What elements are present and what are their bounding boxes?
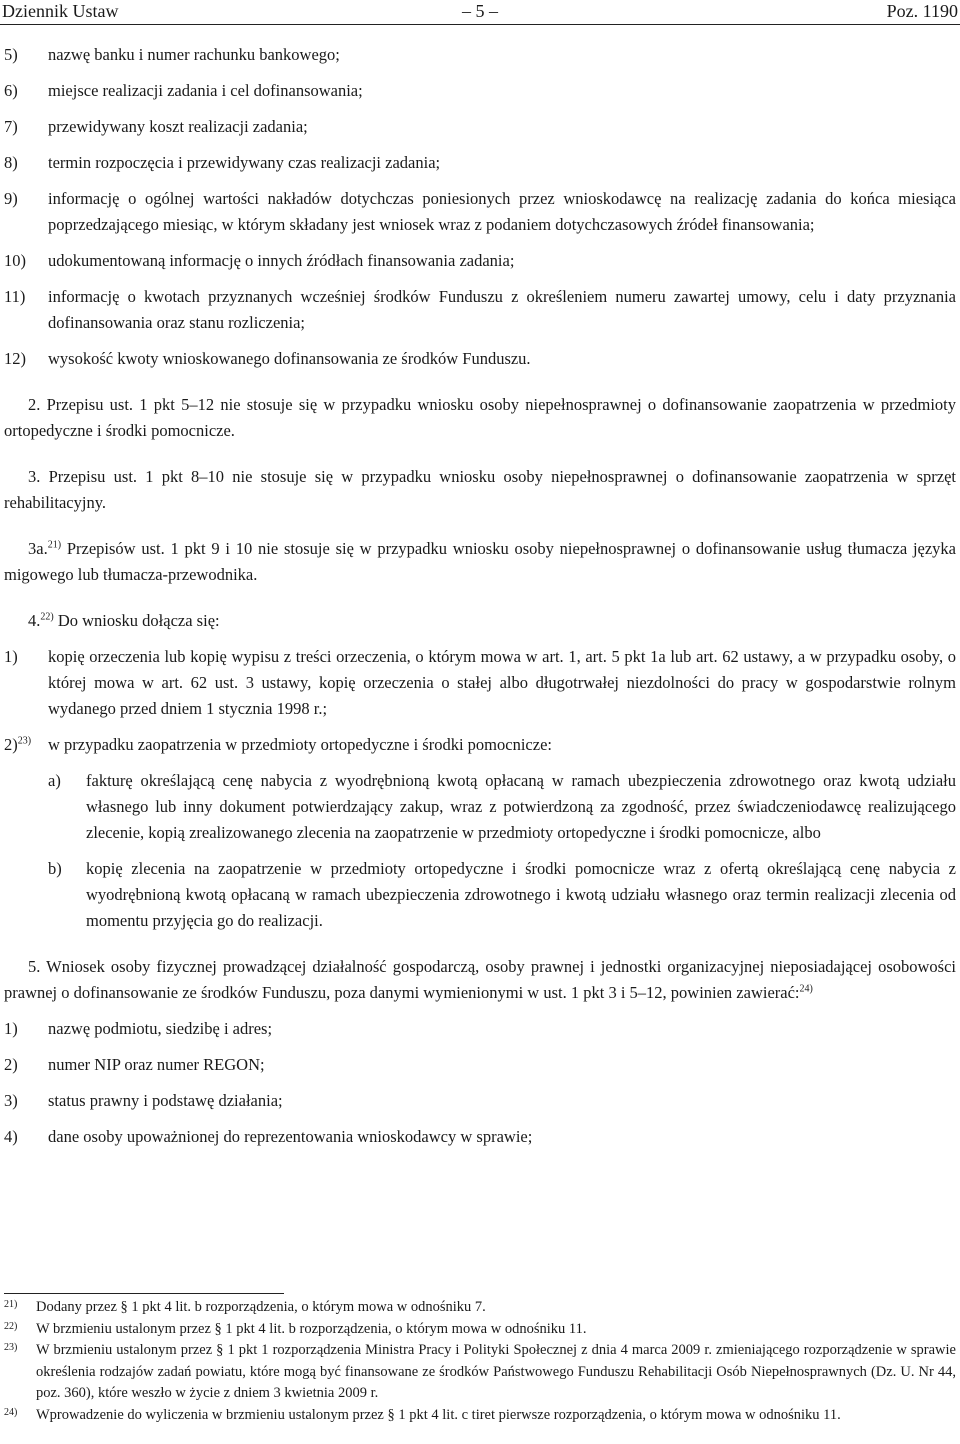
list-item	[4, 732, 956, 758]
footnote-ref: 22)	[40, 611, 54, 623]
list-item-text: informację o ogólnej wartości nakładów dotychczas poniesionych przez wnioskodawcę na realizację zadania do końca miesiąca poprzedzającego miesiąc, w którym składany jest wniosek wraz z podaniem dotychczasowych źródeł finansowania;	[48, 189, 956, 234]
footnotes	[4, 1297, 956, 1426]
footnote-text: W brzmieniu ustalonym przez § 1 pkt 4 lit. b rozporządzenia, o którym mowa w odnośniku 11.	[36, 1320, 587, 1337]
list-item	[4, 284, 956, 336]
list-item-number: 2)	[4, 1055, 18, 1074]
list-item-text: status prawny i podstawę działania;	[48, 1091, 283, 1110]
list-item	[4, 42, 956, 68]
sub-list-item-letter: b)	[48, 859, 62, 878]
list-item-number: 3)	[4, 1091, 18, 1110]
footnote-number: 21)	[4, 1299, 18, 1310]
paragraph-number: 4.	[28, 611, 41, 630]
footnote-text: Dodany przez § 1 pkt 4 lit. b rozporządzenia, o którym mowa w odnośniku 7.	[36, 1299, 486, 1315]
footnote-number: 24)	[4, 1406, 18, 1418]
list-item-number: 12)	[4, 349, 26, 368]
list-item-number-value: 2)	[4, 735, 18, 754]
list-item	[4, 114, 956, 140]
list-item-text: miejsce realizacji zadania i cel dofinansowania;	[48, 81, 363, 100]
list-item-text: w przypadku zaopatrzenia w przedmioty ortopedyczne i środki pomocnicze:	[48, 735, 552, 754]
list-item-text: termin rozpoczęcia i przewidywany czas realizacji zadania;	[48, 153, 441, 172]
list-item	[4, 1088, 956, 1114]
document-body	[4, 42, 956, 1160]
paragraph-5	[4, 954, 956, 1006]
position-number: Poz. 1190	[886, 1, 958, 21]
footnote-ref: 21)	[47, 539, 62, 551]
list-item-number: 7)	[4, 117, 18, 136]
list-item-number: 1)	[4, 1019, 18, 1038]
sub-list-item-letter: a)	[48, 771, 61, 790]
list-item	[4, 346, 956, 372]
sub-list-item-text: fakturę określającą cenę nabycia z wyodrębnioną kwotą opłacaną w ramach ubezpieczenia zdrowotnego oraz kwotą udziału własnego lub inny dokument potwierdzający zakup, wraz z potwierdzoną za zgodność, przez świadczeniodawcę realizującego zlecenie, kopią zrealizowanego zlecenia na zaopatrzenie w przedmioty ortopedyczne i środki pomocnicze, albo	[86, 771, 956, 842]
paragraph-text: 5. Wniosek osoby fizycznej prowadzącej działalność gospodarczą, osoby prawnej i jednostki organizacyjnej nieposiadającej osobowości prawnej o dofinansowanie ze środków Funduszu, poza danymi wymienionymi w ust. 1 pkt 3 i 5–12, powinien zawierać:	[4, 957, 956, 1002]
list-item	[4, 1016, 956, 1042]
paragraph-number: 3a.	[28, 539, 48, 558]
list-item-number: 5)	[4, 45, 18, 64]
list-item-text: kopię orzeczenia lub kopię wypisu z treści orzeczenia, o którym mowa w art. 1, art. 5 pkt 1a lub art. 62 ustawy, a w przypadku osoby, o której mowa w art. 62 ust. 3 ustawy, kopię orzeczenia o stałej albo długotrwałej niezdolności do pracy w gospodarstwie rolnym wydanego przed dniem 1 stycznia 1998 r.;	[48, 647, 956, 718]
list-item-text: przewidywany koszt realizacji zadania;	[48, 117, 308, 136]
list-item-number: 4)	[4, 1127, 18, 1146]
footnote	[4, 1405, 956, 1427]
page-number: – 5 –	[462, 1, 498, 21]
journal-title: Dziennik Ustaw	[2, 1, 119, 21]
list-item-text: dane osoby upoważnionej do reprezentowania wnioskodawcy w sprawie;	[48, 1127, 533, 1146]
list-item	[4, 78, 956, 104]
paragraph-text: Do wniosku dołącza się:	[53, 611, 220, 630]
paragraph-4	[4, 608, 956, 634]
list-item	[4, 1052, 956, 1078]
footnote-number: 22)	[4, 1320, 18, 1332]
paragraph-2: 2. Przepisu ust. 1 pkt 5–12 nie stosuje się w przypadku wniosku osoby niepełnosprawnej o dofinansowanie zaopatrzenia w przedmioty ortopedyczne i środki pomocnicze.	[4, 395, 956, 440]
list-item-number: 6)	[4, 81, 18, 100]
sub-list-item-text: kopię zlecenia na zaopatrzenie w przedmioty ortopedyczne i środki pomocnicze wraz z ofertą określającą cenę nabycia z wyodrębnioną kwotą opłacaną w ramach ubezpieczenia zdrowotnego i kwotą udziału własnego oraz termin realizacji zlecenia od momentu przyjęcia go do realizacji.	[86, 859, 956, 930]
paragraph-text: Przepisów ust. 1 pkt 9 i 10 nie stosuje się w przypadku wniosku osoby niepełnosprawnej o dofinansowanie usług tłumacza języka migowego lub tłumacza-przewodnika.	[4, 539, 956, 584]
list-item-text: nazwę banku i numer rachunku bankowego;	[48, 45, 340, 64]
list-item	[4, 150, 956, 176]
footnote-number: 23)	[4, 1342, 18, 1353]
page-header	[0, 0, 960, 25]
list-item-number: 8)	[4, 153, 18, 172]
list-item-number: 9)	[4, 189, 18, 208]
list-item-text: wysokość kwoty wnioskowanego dofinansowania ze środków Funduszu.	[48, 349, 531, 368]
footnote-text: W brzmieniu ustalonym przez § 1 pkt 1 rozporządzenia Ministra Pracy i Polityki Społecznej z dnia 4 marca 2009 r. zmieniającego rozporządzenie w sprawie określenia rodzajów zadań powiatu, które mogą być finansowane ze środków Państwowego Funduszu Rehabilitacji Osób Niepełnosprawnych (Dz. U. Nr 44, poz. 360), które weszło w życie z dniem 3 kwietnia 2009 r.	[36, 1342, 956, 1401]
list-item-number: 10)	[4, 251, 26, 270]
footnote-separator	[4, 1293, 284, 1294]
sub-list-item	[4, 856, 956, 934]
footnote-ref: 24)	[799, 983, 813, 995]
list-item-text: numer NIP oraz numer REGON;	[48, 1055, 265, 1074]
footnote	[4, 1297, 956, 1319]
list-item-text: udokumentowaną informację o innych źródłach finansowania zadania;	[48, 251, 515, 270]
footnote-ref: 23)	[17, 735, 32, 747]
footnote-text: Wprowadzenie do wyliczenia w brzmieniu ustalonym przez § 1 pkt 4 lit. c tiret pierwsze rozporządzenia, o którym mowa w odnośniku 11.	[36, 1406, 841, 1423]
paragraph-3a	[4, 536, 956, 588]
list-item-text: informację o kwotach przyznanych wcześniej środków Funduszu z określeniem numeru zawartej umowy, celu i daty przyznania dofinansowania oraz stanu rozliczenia;	[48, 287, 956, 332]
footnote	[4, 1340, 956, 1405]
list-item	[4, 644, 956, 722]
sub-list-item	[4, 768, 956, 846]
footnote	[4, 1319, 956, 1341]
list-item-number: 11)	[4, 287, 26, 306]
list-item	[4, 1124, 956, 1150]
list-item-number	[4, 732, 31, 758]
paragraph-3: 3. Przepisu ust. 1 pkt 8–10 nie stosuje się w przypadku wniosku osoby niepełnosprawnej o dofinansowanie zaopatrzenia w sprzęt rehabilitacyjny.	[4, 467, 956, 512]
list-item-number: 1)	[4, 647, 18, 666]
list-item	[4, 248, 956, 274]
list-item-text: nazwę podmiotu, siedzibę i adres;	[48, 1019, 273, 1038]
list-item	[4, 186, 956, 238]
